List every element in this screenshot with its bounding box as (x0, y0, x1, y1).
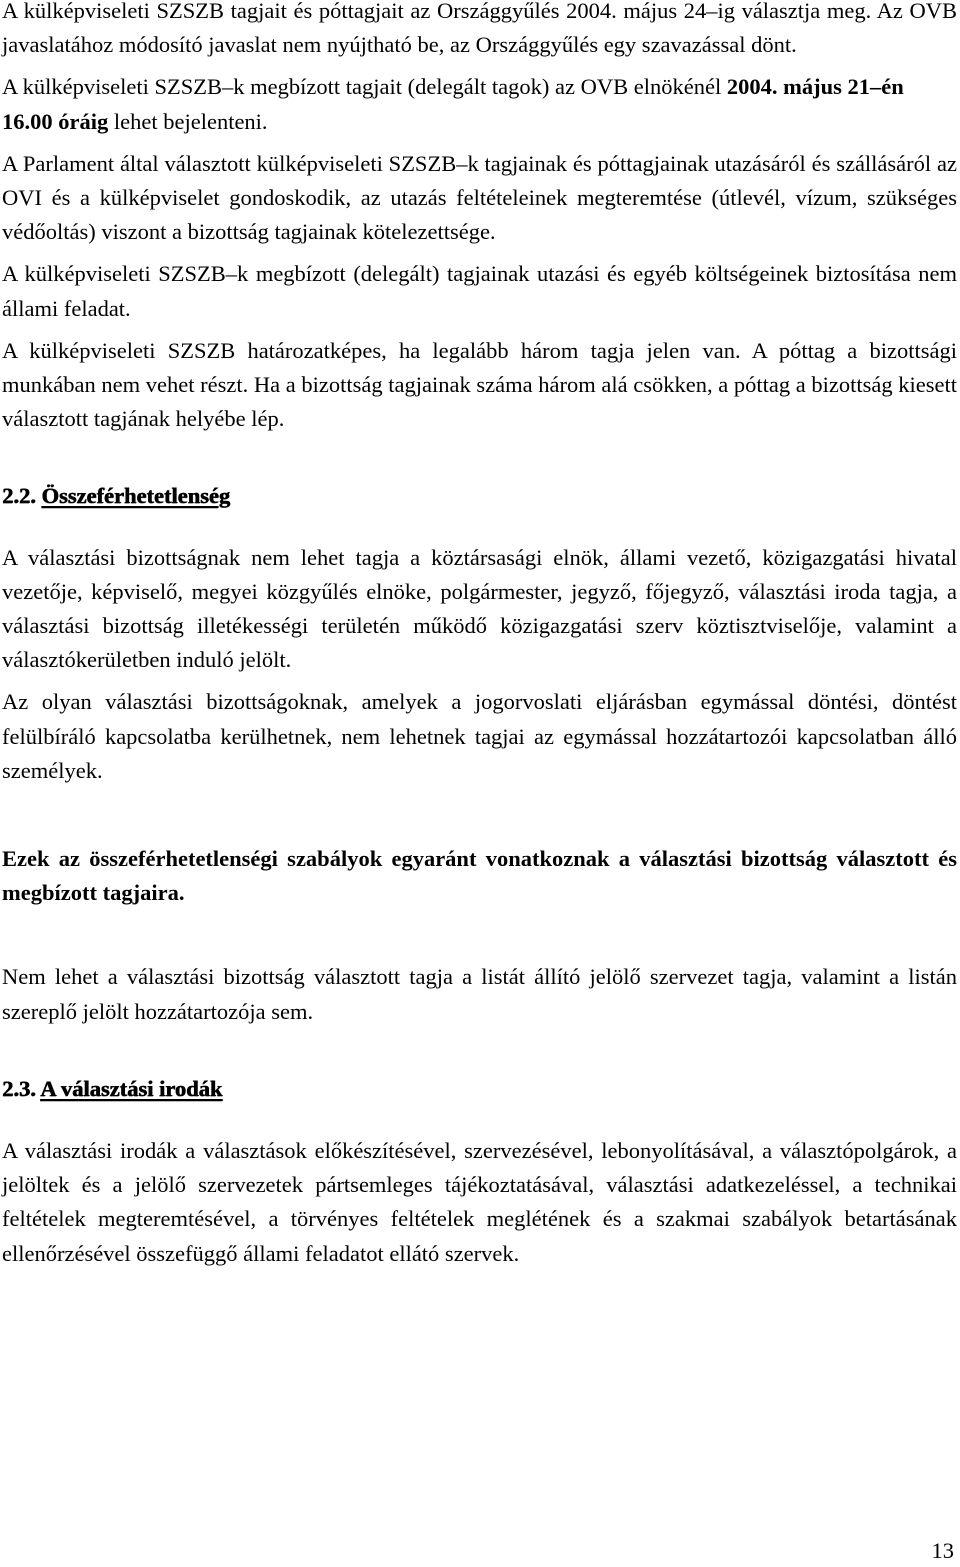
page-number: 13 (931, 1538, 954, 1563)
paragraph-list-member: Nem lehet a választási bizottság választott tagja a listát állító jelölő szervezet tagja, valamint a listán szereplő jelölt hozzátartozója sem. (2, 964, 957, 1024)
section-number: 2.3. (2, 1075, 36, 1101)
paragraph-election-offices-duties: A választási irodák a választások előkészítésével, szervezésével, lebonyolításával, a választópolgárok, a jelöltek és a jelölő szervezetek pártsemleges tájékoztatásával, választási adatkezeléssel, a technikai feltételek megteremtésével, a törvényes feltételek meglétének és a szakmai szabályok betartásának ellenőrzésével összefüggő állami feladatot ellátó szervek. (2, 1138, 957, 1266)
paragraph-delegated-members-text-a: A külképviseleti SZSZB–k megbízott tagjait (delegált tagok) az OVB elnökénél (2, 74, 727, 100)
spacer (2, 1106, 957, 1134)
spacer (2, 444, 957, 479)
spacer (2, 1037, 957, 1072)
section-number: 2.2. (2, 483, 36, 509)
paragraph-delegated-members-text-b: lehet bejelenteni. (108, 108, 268, 134)
paragraph-incompatible-persons: A választási bizottságnak nem lehet tagja a köztársasági elnök, állami vezető, közigazgatási hivatal vezetője, képviselő, megyei közgyűlés elnöke, polgármester, jegyző, főjegyző, választási iroda tagja, a választási bizottság illetékességi területén működő közigazgatási szerv köztisztviselője, valamint a választókerületben induló jelölt. (2, 544, 957, 673)
paragraph-quorum: A külképviseleti SZSZB határozatképes, ha legalább három tagja jelen van. A póttag a bizottsági munkában nem vehet részt. Ha a bizottság tagjainak száma három alá csökken, a póttag a bizottság kiesett választott tagjának helyébe lép. (2, 337, 957, 432)
paragraph-travel-accommodation: A Parlament által választott külképviseleti SZSZB–k tagjainak és póttagjainak utazásáról és szállásáról az OVI és a külképviselet gondoskodik, az utazás feltételeinek megteremtése (útlevél, vízum, szükséges védőoltás) viszont a bizottság tagjainak kötelezettsége. (2, 150, 957, 245)
paragraph-election-date: A külképviseleti SZSZB tagjait és póttagjait az Országgyűlés 2004. május 24–ig választja meg. Az OVB javaslatához módosító javaslat nem nyújtható be, az Országgyűlés egy szavazással dönt. (2, 0, 957, 58)
paragraph-delegated-members (2, 70, 957, 138)
section-title: Összeférhetetlenség (41, 483, 231, 509)
bold-block (2, 842, 957, 910)
deadline-bold: 2004. május 21–én 16.00 óráig (2, 74, 904, 134)
spacer (2, 514, 957, 541)
paragraph-related-committees: Az olyan választási bizottságoknak, amelyek a jogorvoslati eljárásban egymással döntési, döntést felülbíráló kapcsolatba kerülhetnek, nem lehetnek tagjai az egymással hozzátartozói kapcsolatban álló személyek. (2, 689, 957, 783)
section-heading-election-offices (2, 1072, 957, 1106)
spacer (2, 918, 957, 960)
spacer (2, 796, 957, 842)
paragraph-rules-apply-bold: Ezek az összeférhetetlenségi szabályok egyaránt vonatkoznak a választási bizottság választott és megbízott tagjaira. (2, 846, 957, 906)
paragraph-costs: A külképviseleti SZSZB–k megbízott (delegált) tagjainak utazási és egyéb költségeinek biztosítása nem állami feladat. (2, 261, 957, 321)
document-page (2, 0, 957, 1279)
section-heading-incompatibility (2, 479, 957, 513)
section-title: A választási irodák (40, 1075, 223, 1101)
